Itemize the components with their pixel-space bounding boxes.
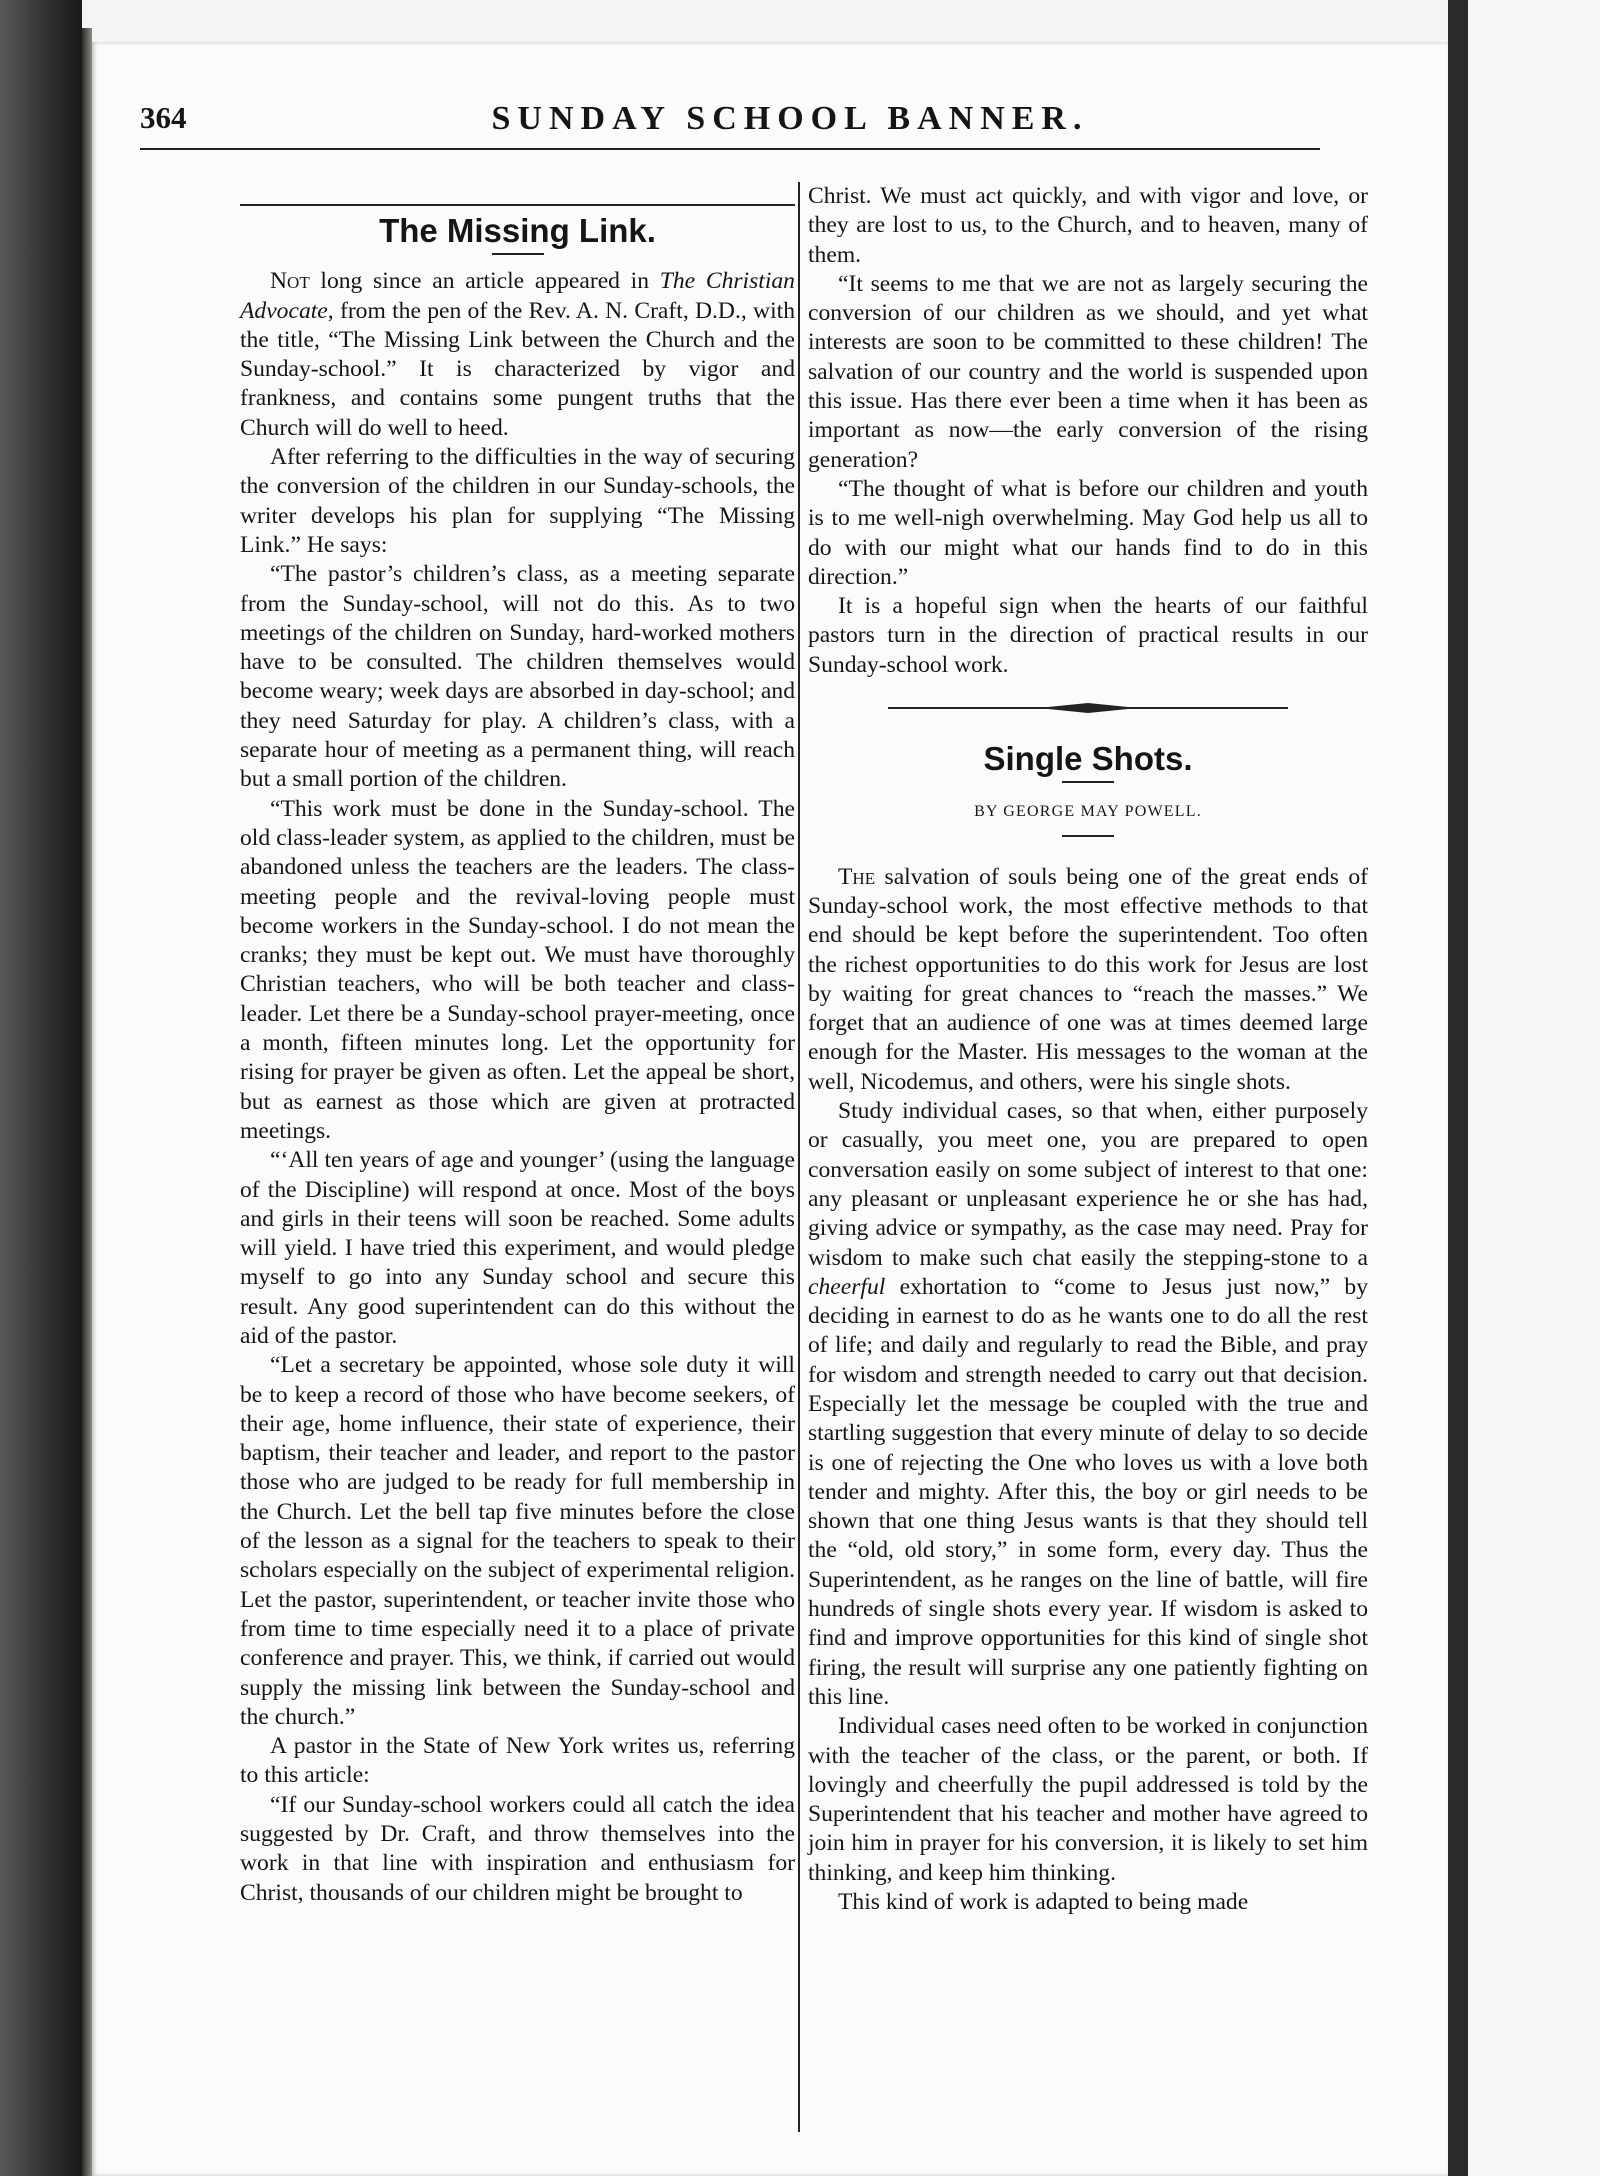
paragraph: “The thought of what is before our children and youth is to me well-nigh overwhelming. May God help us all to do with our might what our hands find to do in this direction.” (808, 475, 1368, 590)
paragraph: Study individual cases, so that when, either purposely or casually, you meet one, you are prepared to open conversation easily on some subject of interest to that one: any pleasant or unpleasant experience he or she has had, giving advice or sympathy, as the case may need. Pray for wisdom to make such chat easily the stepping-stone to a cheerful exhortation to “come to Jesus just now,” by deciding in earnest to do as he wants one to do all the rest of life; and daily and regularly to read the Bible, and pray for wisdom and strength needed to carry out that decision. Especially let the message be coupled with the true and startling suggestion that every minute of delay to so decide is one of rejecting the One who loves us with a love both tender and mighty. After this, the boy or girl needs to be shown that one thing Jesus wants is that they should tell the “old, old story,” in some form, every day. Thus the Superintendent, as he ranges on the line of battle, will fire hundreds of single shots every year. If wisdom is asked to find and improve opportunities for this kind of single shot firing, the result will surprise any one patiently fighting on this line. (808, 1098, 1368, 1710)
book-spine (0, 0, 82, 2176)
paragraph: Christ. We must act quickly, and with vigor and love, or they are lost to us, to the Church, and to heaven, many of them. (808, 183, 1368, 268)
page-gutter-strip (1448, 0, 1468, 2176)
paragraph: The salvation of souls being one of the great ends of Sunday-school work, the most effective methods to that end should be kept before the superintendent. Too often the richest opportunities to do this work for Jesus are lost by waiting for great chances to “reach the masses.” We forget that an audience of one was at times deemed large enough for the Master. His messages to the woman at the well, Nicodemus, and others, were his single shots. (808, 863, 1368, 1095)
page-number: 364 (140, 100, 187, 135)
title-rule (1062, 781, 1114, 783)
right-column (808, 182, 1368, 1917)
byline-rule (1062, 835, 1114, 837)
header-rule (140, 148, 1320, 150)
paragraph: “Let a secretary be appointed, whose sole duty it will be to keep a record of those who have become seekers, of their age, home influence, their state of experience, their baptism, their teacher and leader, and report to the pastor those who are judged to be ready for full membership in the Church. Let the bell tap five minutes before the close of the lesson as a signal for the teachers to speak to their scholars especially on the subject of experimental religion. Let the pastor, superintendent, or teacher invite those who from time to time especially need it to a place of private conference and prayer. This, we think, if carried out would supply the missing link between the Sunday-school and the church.” (240, 1352, 795, 1730)
paragraph: “The pastor’s children’s class, as a meeting separate from the Sunday-school, will not do this. As to two meetings of the children on Sunday, hard-worked mothers have to be consulted. The children themselves would become weary; week days are absorbed in day-school; and they need Saturday for play. A children’s class, with a separate hour of meeting as a permanent thing, will reach but a small portion of the children. (240, 561, 795, 793)
publication-name: The Christian Advocate (240, 268, 795, 324)
article-title-single-shots: Single Shots. (983, 740, 1193, 778)
paragraph: “‘All ten years of age and younger’ (using the language of the Discipline) will respond at once. Most of the boys and girls in their teens will soon be reached. Some adults will yield. I have tried this experiment, and would pledge myself to go into any Sunday school and secure this result. Any good superintendent can do this without the aid of the pastor. (240, 1147, 795, 1349)
paragraph: A pastor in the State of New York writes us, referring to this article: (240, 1733, 795, 1789)
lead-word: Not (270, 268, 310, 295)
paragraph: “This work must be done in the Sunday-school. The old class-leader system, as applied to the children, must be abandoned unless the teachers are the leaders. The class-meeting people and the revival-loving people must become workers in the Sunday-school. I do not mean the cranks; they must be kept out. We must have thoroughly Christian teachers, who will be both teacher and class-leader. Let there be a Sunday-school prayer-meeting, once a month, fifteen minutes long. Let the opportunity for rising for prayer be given as often. Let the appeal be short, but as earnest as those which are given at protracted meetings. (240, 795, 795, 1144)
section-ornament (808, 700, 1368, 716)
paragraph: It is a hopeful sign when the hearts of our faithful pastors turn in the direction of practical results in our Sunday-school work. (808, 593, 1368, 678)
paragraph: “If our Sunday-school workers could all catch the idea suggested by Dr. Craft, and throw themselves into the work in that line with inspiration and enthusiasm for Christ, thousands of our children might be brought to (240, 1791, 795, 1906)
column-divider (798, 182, 800, 2132)
byline: BY GEORGE MAY POWELL. (974, 803, 1202, 821)
page-header (140, 100, 1320, 152)
adjacent-page (1468, 0, 1600, 2176)
paragraph: Individual cases need often to be worked in conjunction with the teacher of the class, or the parent, or both. If lovingly and cheerfully the pupil addressed is told by the Superintendent that his teacher and mother have agreed to join him in prayer for his conversion, it is likely to set him thinking, and keep him thinking. (808, 1713, 1368, 1886)
running-title: SUNDAY SCHOOL BANNER. (491, 100, 1089, 137)
paragraph: This kind of work is adapted to being made (838, 1889, 1249, 1916)
paragraph: “It seems to me that we are not as largely securing the conversion of our children as we should, and yet what interests are soon to be committed to these children! The salvation of our country and the world is suspended upon this issue. Has there ever been a time when it has been as important as now—the early conversion of the rising generation? (808, 270, 1368, 473)
emphasis-cheerful: cheerful (808, 1273, 886, 1300)
lead-word: The (838, 863, 876, 890)
article-title-missing-link: The Missing Link. (379, 212, 656, 249)
ornament-rule-icon (888, 700, 1288, 716)
paragraph: After referring to the difficulties in the way of securing the conversion of the children in our Sunday-schools, the writer develops his plan for supplying “The Missing Link.” He says: (240, 444, 795, 558)
left-column (240, 206, 795, 1908)
title-rule (492, 253, 544, 255)
binding-edge (82, 28, 92, 2176)
paragraph: Not long since an article appeared in The Christian Advocate, from the pen of the Rev. A. N. Craft, D.D., with the title, “The Missing Link between the Church and the Sunday-school.” It is characterized by vigor and frankness, and contains some pungent truths that the Church will do well to heed. (240, 268, 795, 441)
